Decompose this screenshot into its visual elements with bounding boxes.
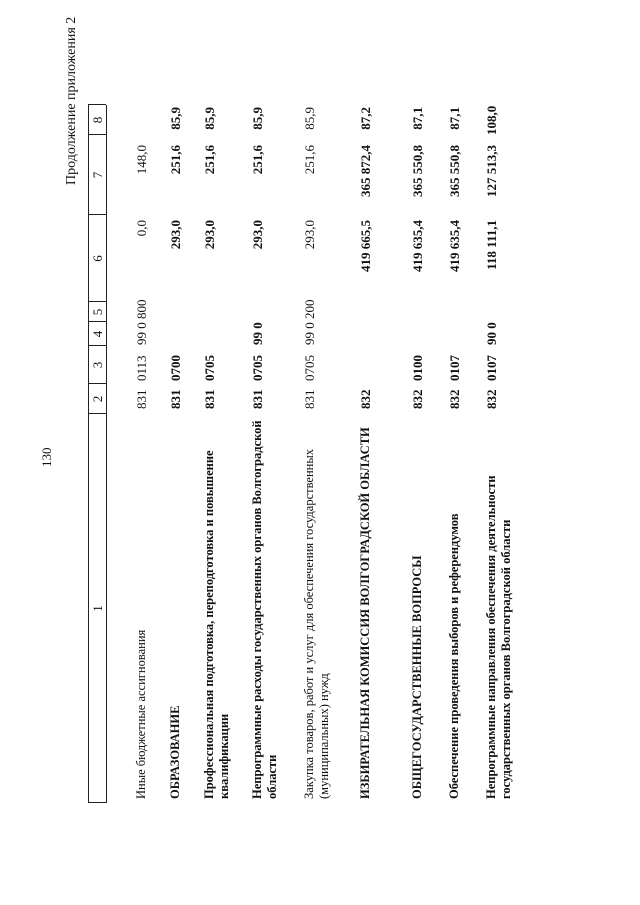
cell-c2: 831 — [302, 389, 317, 409]
cell-c7: 251,6 — [302, 145, 317, 175]
row-name: ОБРАЗОВАНИЕ — [168, 705, 182, 799]
cell-c7: 148,0 — [134, 145, 149, 175]
cell-c8: 87,1 — [410, 107, 425, 130]
cell-c7: 365 550,8 — [447, 145, 462, 197]
cell-c2: 832 — [484, 389, 499, 409]
cell-c8: 85,9 — [168, 107, 183, 130]
cell-c4: 90 0 — [484, 322, 499, 345]
header-col-2: 2 — [90, 395, 105, 403]
cell-c6: 118 111,1 — [484, 220, 499, 270]
header-col-3: 3 — [90, 361, 105, 369]
cell-c7: 251,6 — [250, 145, 265, 175]
row-name: Иные бюджетные ассигнования — [134, 629, 148, 799]
table-top-border — [88, 105, 89, 803]
cell-c2: 832 — [358, 389, 373, 409]
row-name: ОБЩЕГОСУДАРСТВЕННЫЕ ВОПРОСЫ — [410, 555, 424, 799]
row-name: Обеспечение проведения выборов и референдумов — [447, 513, 461, 799]
cell-c4: 99 0 — [134, 322, 149, 345]
cell-c2: 832 — [447, 389, 462, 409]
cell-c8: 87,1 — [447, 107, 462, 130]
cell-c7: 365 872,4 — [358, 145, 373, 197]
appendix-subtitle: Продолжение приложения 2 — [64, 16, 79, 185]
cell-c3: 0100 — [410, 355, 425, 381]
cell-c2: 832 — [410, 389, 425, 409]
row-name: Непрограммные направления обеспечения деятельности государственных органов Волгоградской области — [484, 475, 513, 799]
cell-c2: 831 — [250, 389, 265, 409]
row-name: Непрограммные расходы государственных органов Волгоградской области — [250, 420, 279, 799]
cell-c7: 251,6 — [168, 145, 183, 175]
cell-c8: 85,9 — [250, 107, 265, 130]
header-col-5: 5 — [90, 308, 105, 316]
header-col-4: 4 — [90, 330, 105, 338]
cell-c6: 419 635,4 — [447, 220, 462, 272]
cell-c3: 0705 — [202, 355, 217, 381]
row-name: Закупка товаров, работ и услуг для обеспечения государственных (муниципальных) нужд — [302, 448, 331, 799]
cell-c5: 800 — [134, 299, 149, 319]
cell-c2: 831 — [134, 389, 149, 409]
header-col-8: 8 — [90, 116, 105, 124]
row-name: Профессиональная подготовка, переподготовка и повышение квалификации — [202, 450, 231, 799]
cell-c3: 0705 — [302, 355, 317, 381]
cell-c6: 293,0 — [250, 220, 265, 250]
cell-c4: 99 0 — [250, 322, 265, 345]
cell-c6: 0,0 — [134, 220, 149, 237]
cell-c7: 251,6 — [202, 145, 217, 175]
cell-c8: 85,9 — [202, 107, 217, 130]
cell-c3: 0107 — [447, 355, 462, 381]
header-col-6: 6 — [90, 255, 105, 262]
header-col-7: 7 — [90, 171, 105, 179]
cell-c8: 85,9 — [302, 107, 317, 130]
cell-c6: 419 635,4 — [410, 220, 425, 272]
header-col-1: 1 — [90, 605, 105, 612]
cell-c3: 0705 — [250, 355, 265, 381]
cell-c7: 127 513,3 — [484, 145, 499, 197]
cell-c6: 293,0 — [202, 220, 217, 250]
cell-c6: 293,0 — [168, 220, 183, 250]
cell-c6: 293,0 — [302, 220, 317, 250]
cell-c8: 87,2 — [358, 107, 373, 130]
row-name: ИЗБИРАТЕЛЬНАЯ КОМИССИЯ ВОЛГОГРАДСКОЙ ОБЛАСТИ — [358, 427, 372, 799]
cell-c6: 419 665,5 — [358, 220, 373, 272]
cell-c2: 831 — [202, 389, 217, 409]
cell-c3: 0700 — [168, 355, 183, 381]
cell-c5: 200 — [302, 299, 317, 319]
cell-c4: 99 0 — [302, 322, 317, 345]
cell-c7: 365 550,8 — [410, 145, 425, 197]
table-header-border — [106, 105, 107, 803]
cell-c3: 0107 — [484, 355, 499, 381]
cell-c3: 0113 — [134, 355, 149, 381]
page-number: 130 — [39, 447, 54, 467]
cell-c2: 831 — [168, 389, 183, 409]
cell-c8: 108,0 — [484, 105, 499, 135]
